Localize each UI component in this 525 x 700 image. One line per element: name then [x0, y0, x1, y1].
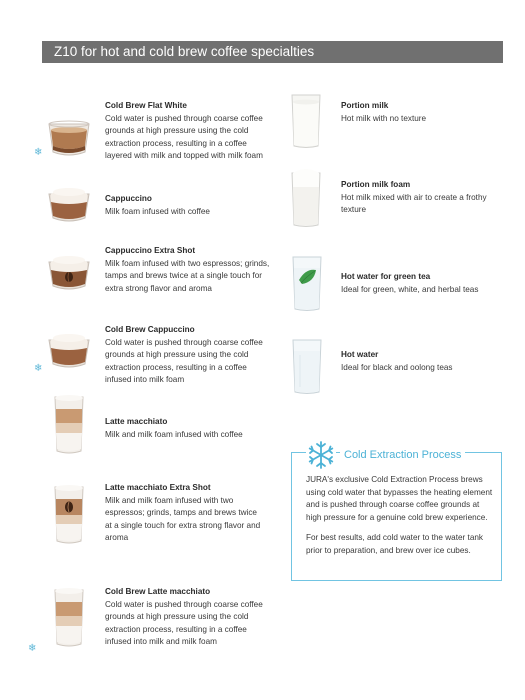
item-title: Cappuccino Extra Shot	[105, 246, 196, 255]
item-title: Cappuccino	[105, 194, 152, 203]
list-item-cappuccino	[105, 193, 270, 218]
list-item-cold-brew-flat-white	[105, 100, 270, 163]
snowflake-icon	[306, 440, 336, 470]
list-item-portion-milk-foam	[341, 179, 501, 217]
item-description: Milk foam infused with two espressos; grinds, tamps and brews twice at a single touch for extra strong flavor and aroma	[105, 258, 270, 293]
item-title: Portion milk	[341, 101, 389, 110]
item-title: Cold Brew Latte macchiato	[105, 587, 211, 596]
item-description: Cold water is pushed through coarse coffee grounds at high pressure using the cold extraction process, resulting in a coffee infused into milk and milk foam	[105, 599, 263, 646]
snowflake-icon: ❄	[28, 643, 37, 654]
list-item-cold-brew-latte-macchiato	[105, 586, 270, 649]
portion-milk-image	[290, 92, 322, 150]
cappuccino-image	[45, 184, 93, 224]
info-box-body	[306, 474, 494, 565]
snowflake-icon: ❄	[34, 147, 43, 158]
coffee-bean-icon	[65, 272, 73, 282]
item-title: Latte macchiato	[105, 417, 168, 426]
item-description: Milk and milk foam infused with coffee	[105, 429, 243, 439]
list-item-hot-water	[341, 349, 506, 374]
item-description: Ideal for black and oolong teas	[341, 362, 453, 372]
page-header	[42, 41, 503, 63]
list-item-portion-milk	[341, 100, 506, 125]
list-item-latte-macchiato-extra-shot	[105, 482, 265, 545]
item-description: Hot milk with no texture	[341, 113, 427, 123]
hot-water-for-green-tea-image	[290, 254, 324, 314]
latte-macchiato-image	[52, 393, 86, 457]
list-item-latte-macchiato	[105, 416, 270, 441]
item-title: Latte macchiato Extra Shot	[105, 483, 211, 492]
item-description: Ideal for green, white, and herbal teas	[341, 284, 479, 294]
item-title: Cold Brew Flat White	[105, 101, 187, 110]
info-paragraph: JURA's exclusive Cold Extraction Process brews using cold water that bypasses the heating element and is pushed through coarse coffee grounds at high pressure for a genuine cold brew experience.	[306, 475, 493, 522]
list-item-cappuccino-extra-shot	[105, 245, 270, 295]
page-title: Z10 for hot and cold brew coffee specialties	[54, 44, 315, 59]
item-title: Portion milk foam	[341, 180, 411, 189]
list-item-cold-brew-cappuccino	[105, 324, 270, 387]
info-paragraph: For best results, add cold water to the water tank prior to preparation, and brew over ice cubes.	[306, 533, 484, 555]
list-item-hot-water-for-green-tea	[341, 271, 506, 296]
latte-macchiato-extra-shot-image	[52, 483, 86, 547]
cappuccino-extra-shot-image	[45, 252, 93, 292]
info-box-title: Cold Extraction Process	[340, 449, 465, 462]
item-title: Hot water	[341, 350, 379, 359]
item-description: Milk foam infused with coffee	[105, 206, 210, 216]
portion-milk-foam-image	[290, 167, 322, 229]
cold-brew-cappuccino-image	[45, 330, 93, 370]
item-description: Cold water is pushed through coarse coffee grounds at high pressure using the cold extraction process, resulting in a coffee infused into milk foam	[105, 337, 263, 384]
item-title: Cold Brew Cappuccino	[105, 325, 195, 334]
cold-brew-flat-white-image	[45, 118, 93, 158]
item-description: Cold water is pushed through coarse coffee grounds at high pressure using the cold extraction process, resulting in a coffee layered with milk and topped with milk foam	[105, 113, 263, 160]
cold-brew-latte-macchiato-image	[52, 586, 86, 650]
item-description: Hot milk mixed with air to create a frothy texture	[341, 192, 487, 214]
snowflake-icon: ❄	[34, 363, 43, 374]
item-title: Hot water for green tea	[341, 272, 431, 281]
hot-water-image	[290, 337, 324, 397]
item-description: Milk and milk foam infused with two espressos; grinds, tamps and brews twice at a single touch for extra strong flavor and aroma	[105, 495, 261, 542]
